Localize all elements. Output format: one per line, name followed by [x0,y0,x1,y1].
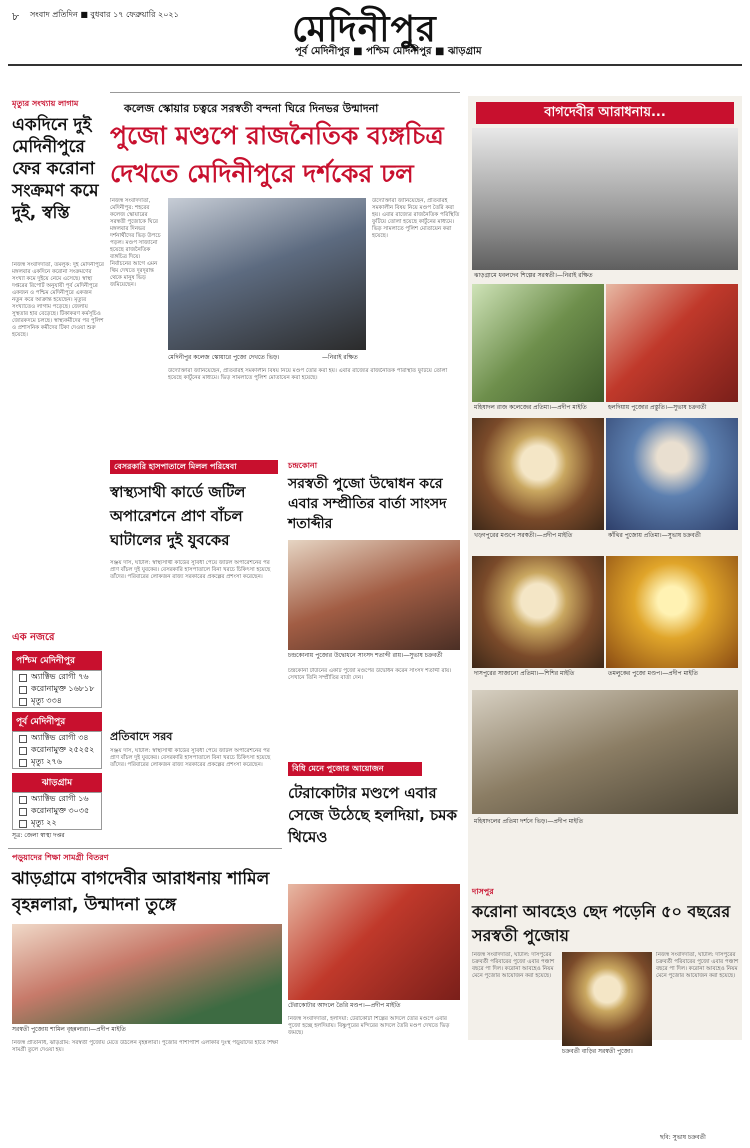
main-photo-caption: মেদিনীপুর কলেজ স্কোয়ারে পুজো দেখতে ভিড়। [168,354,280,361]
daspur-kicker: দাসপুর [472,887,494,896]
daspur-headline: করোনা আবহেও ছেদ পড়েনি ৫০ বছরের সরস্বতী পুজোয় [472,902,731,945]
terracotta-photo [288,884,460,1000]
jhargram-kicker: পড়ুয়াদের শিক্ষা সামগ্রী বিতরণ [12,853,109,862]
terracotta-caption: টেরাকোটার আদলে তৈরি মণ্ডপ।—প্রদীপ মাইতি [288,1002,401,1009]
main-body-right: উদ্যোক্তারা জানিয়েছেন, প্রতিবারই সমকালীন বিষয় নিয়ে মণ্ডপ তৈরি করা হয়। এবার রাজ্যের রাজনৈতিক পরিস্থিতি ফুটিয়ে তোলা হয়েছে কার্টুনের মাধ্যমে। ভিড় সামলাতে পুলিশ মোতায়েন করা হয়েছে। [372,198,460,239]
gallery-photo-2 [472,284,604,402]
gallery-caption-6: দাসপুরের সাজানো প্রতিমা।—শিশির মাইতি [474,670,575,677]
gallery-photo-3 [606,284,738,402]
daspur-credit: ছবি: সুভাষ চক্রবর্তী [660,1134,706,1141]
stat-row: অ্যাক্টিভ রোগী ৩৪ [13,732,101,744]
health-headline: স্বাস্থ্যসাথী কার্ডে জটিল অপারেশনে প্রাণ বাঁচল ঘাটালের দুই যুবকের [110,483,246,549]
left-top-body: নিজস্ব সংবাদদাতা, তমলুক: দুই মেদিনীপুরে মঙ্গলবার একদিনে করোনা সংক্রমণের সংখ্যা কমে দুইয়ে নেমে এসেছে। স্বাস্থ্য দপ্তরের রিপোর্ট অনুযায়ী পূর্ব মেদিনীপুরে একজন ও পশ্চিম মেদিনীপুরে একজন নতুন করে আক্রান্ত হয়েছেন। মৃত্যুর সংখ্যাতেও লাগাম পড়েছে। জেলায় সুস্থতার হার বেড়েছে। টিকাকরণ কর্মসূচিও জোরকদমে চলছে। স্বাস্থ্যকর্মীদের পর পুলিশ ও প্রশাসনিক কর্মীদের টিকা দেওয়া শুরু হয়েছে। [12,262,104,338]
stat-group [12,670,102,708]
stat-row: করোনামুক্ত ৩০৩৫ [13,805,101,817]
main-body-left: নিজস্ব সংবাদদাতা, মেদিনীপুর: শহরের কলেজ স্কোয়ারের সরস্বতী পুজোকে ঘিরে মঙ্গলবার দিনভর দর্শনার্থীদের ভিড় উপচে পড়ল। মণ্ডপ সাজানো হয়েছে রাজনৈতিক ব্যঙ্গচিত্র দিয়ে। নির্বাচনের আগে এমন থিম দেখতে দূরদূরান্ত থেকে মানুষ ভিড় জমিয়েছেন। [110,198,161,288]
chandrakona-body: চন্দ্রকোনা টাউনের একটি পুজো মণ্ডপের উদ্বোধন করেন সাংসদ শতাব্দী রায়। সেখানে তিনি সম্প্রীতির বার্তা দেন। [288,668,452,681]
gallery-photo-1 [472,128,738,270]
ek-najare-source: সূত্র: জেলা স্বাস্থ্য দপ্তর [12,832,65,839]
ek-najare-title: এক নজরে [12,632,55,643]
daspur-body-right: নিজস্ব সংবাদদাতা, ঘাটাল: দাসপুরের চক্রবর্তী পরিবারের পুজো এবার পঞ্চাশ বছরে পা দিল। করোনা আবহেও নিয়ম মেনে পুজোর আয়োজন করা হয়েছে। [656,952,739,979]
chandrakona-headline: সরস্বতী পুজো উদ্বোধন করে এবার সম্প্রীতির বার্তা সাংসদ শতাব্দীর [288,476,447,532]
gallery-caption-5: কাঁথির পুজোয় প্রতিমা।—সুভাষ চক্রবর্তী [608,532,701,539]
gallery-photo-6 [472,556,604,668]
left-top-headline: একদিনে দুই মেদিনীপুরে ফের করোনা সংক্রমণ কমে দুই, স্বস্তি [12,115,99,223]
stat-row: মৃত্যু ২২ [13,817,101,829]
gallery-title: বাগদেবীর আরাধনায়... [476,102,734,124]
divider [110,92,460,93]
chandrakona-caption: চন্দ্রকোনায় পুজোর উদ্বোধনে সাংসদ শতাব্দী রায়।—সুভাষ চক্রবর্তী [288,652,443,659]
main-headline-line2: দেখতে মেদিনীপুরে দর্শকের ঢল [110,159,414,188]
stat-row: অ্যাক্টিভ রোগী ৭৬ [13,671,101,683]
masthead-title: মেদিনীপুর [292,9,437,50]
stat-row: অ্যাক্টিভ রোগী ১৬ [13,793,101,805]
stat-group [12,731,102,769]
main-kicker: কলেজ স্কোয়ার চত্বরে সরস্বতী বন্দনা ঘিরে দিনভর উন্মাদনা [124,102,379,115]
jhargram-headline: ঝাড়গ্রামে বাগদেবীর আরাধনায় শামিল বৃহন্নলারা, উন্মাদনা তুঙ্গে [12,869,270,915]
stat-row: করোনামুক্ত ২৫২৫২ [13,744,101,756]
terracotta-body: নিজস্ব সংবাদদাতা, হলদিয়া: টেরাকোটা শিল্পের আদলে তৈরি মণ্ডপে এবার পুজো হচ্ছে হলদিয়ায়। বিষ্ণুপুরের মন্দিরের আদলে তৈরি মণ্ডপ দেখতে ভিড় জমছে। [288,1016,450,1036]
main-headline-line1: পুজো মণ্ডপে রাজনৈতিক ব্যঙ্গচিত্র [110,121,444,150]
chandrakona-photo [288,540,460,650]
stat-group [12,792,102,830]
gallery-caption-3: হলদিয়ায় পুজোর প্রস্তুতি।—সুভাষ চক্রবর্তী [608,404,707,411]
stat-row: করোনামুক্ত ১৬৮১৮ [13,683,101,695]
daspur-caption: চক্রবর্তী বাড়ির সরস্বতী পুজো। [562,1048,633,1055]
jhargram-photo [12,924,282,1024]
gallery-caption-2: মহিষাদল রাজ কলেজের প্রতিমা।—প্রদীপ মাইতি [474,404,587,411]
terracotta-headline: টেরাকোটার মণ্ডপে এবার সেজে উঠেছে হলদিয়া, চমক থিমেও [288,784,457,846]
group-name: পশ্চিম মেদিনীপুর [12,651,102,670]
main-photo [168,198,366,350]
group-name: ঝাড়গ্রাম [12,773,102,792]
daspur-photo [562,952,652,1046]
gallery-photo-4 [472,418,604,530]
gallery-caption-4: খড়্গপুরের মণ্ডপে সরস্বতী।—প্রদীপ মাইতি [474,532,573,539]
health-sub-body: সঞ্জয় দাস, ঘাটাল: স্বাস্থ্যসাথী কার্ডের সুবিধা পেয়ে জটিল অপারেশনের পর প্রাণ বাঁচল দুই যুবকের। বেসরকারি হাসপাতালে বিনা খরচে চিকিৎসা হয়েছে তাঁদের। পরিবারের লোকজন রাজ্য সরকারের প্রকল্পের প্রশংসা করেছেন। [110,748,271,768]
health-kicker: বেসরকারি হাসপাতালে মিলল পরিষেবা [110,460,278,474]
dateline: সংবাদ প্রতিদিন ■ বুধবার ১৭ ফেব্রুয়ারি ২০২১ [30,10,179,19]
daspur-body: নিজস্ব সংবাদদাতা, ঘাটাল: দাসপুরের চক্রবর্তী পরিবারের পুজো এবার পঞ্চাশ বছরে পা দিল। করোনা আবহেও নিয়ম মেনে পুজোর আয়োজন করা হয়েছে। [472,952,555,979]
gallery-photo-8 [472,690,738,814]
ek-najare-box [12,630,102,840]
stat-row: মৃত্যু ৩৩৪ [13,695,101,707]
page-number: ৮ [12,10,20,23]
masthead [0,0,750,70]
main-body-lower: উদ্যোক্তারা জানিয়েছেন, প্রতিবারই সমকালীন বিষয় নিয়ে মণ্ডপ তৈরি করা হয়। এবার রাজ্যের রাজনৈতিক পরিস্থিতি ফুটিয়ে তোলা হয়েছে কার্টুনের মাধ্যমে। ভিড় সামলাতে পুলিশ মোতায়েন করা হয়েছে। [168,368,448,381]
main-photo-credit: —নিরাই রক্ষিত [322,354,358,361]
jhargram-caption: সরস্বতী পুজোয় শামিল বৃহন্নলারা।—প্রদীপ মাইতি [12,1026,126,1033]
masthead-rule [8,64,742,66]
health-body: সঞ্জয় দাস, ঘাটাল: স্বাস্থ্যসাথী কার্ডের সুবিধা পেয়ে জটিল অপারেশনের পর প্রাণ বাঁচল দুই যুবকের। বেসরকারি হাসপাতালে বিনা খরচে চিকিৎসা হয়েছে তাঁদের। পরিবারের লোকজন রাজ্য সরকারের প্রকল্পের প্রশংসা করেছেন। [110,560,271,580]
health-sub-kicker: প্রতিবাদে সরব [110,730,173,743]
gallery-photo-5 [606,418,738,530]
terracotta-kicker: বিধি মেনে পুজোর আয়োজন [288,762,422,776]
group-name: পূর্ব মেদিনীপুর [12,712,102,731]
gallery-photo-7 [606,556,738,668]
left-top-kicker: মৃত্যুর সংখ্যায় লাগাম [12,99,79,108]
chandrakona-kicker: চন্দ্রকোনা [288,461,318,470]
masthead-subtitle: পূর্ব মেদিনীপুর ■ পশ্চিম মেদিনীপুর ■ ঝাড়গ্রাম [295,46,482,57]
gallery-caption-8: মহিষাদলের প্রতিমা দর্শনে ভিড়।—প্রদীপ মাইতি [474,818,584,825]
jhargram-body: নিজস্ব প্রতিনিধি, ঝাড়গ্রাম: সরস্বতী পুজোয় মেতে উঠলেন বৃহন্নলারা। পুজোর পাশাপাশি এলাকার দুঃস্থ পড়ুয়াদের হাতে শিক্ষা সামগ্রী তুলে দেওয়া হয়। [12,1040,279,1053]
gallery-caption-1: ঝাড়গ্রামে ধবলদেব শিল্পের সরস্বতী।—নিরাই রক্ষিত [474,272,593,279]
stat-row: মৃত্যু ২৭৬ [13,756,101,768]
gallery-caption-7: তমলুকের পুজো মণ্ডপ।—প্রদীপ মাইতি [608,670,698,677]
divider [8,848,282,849]
